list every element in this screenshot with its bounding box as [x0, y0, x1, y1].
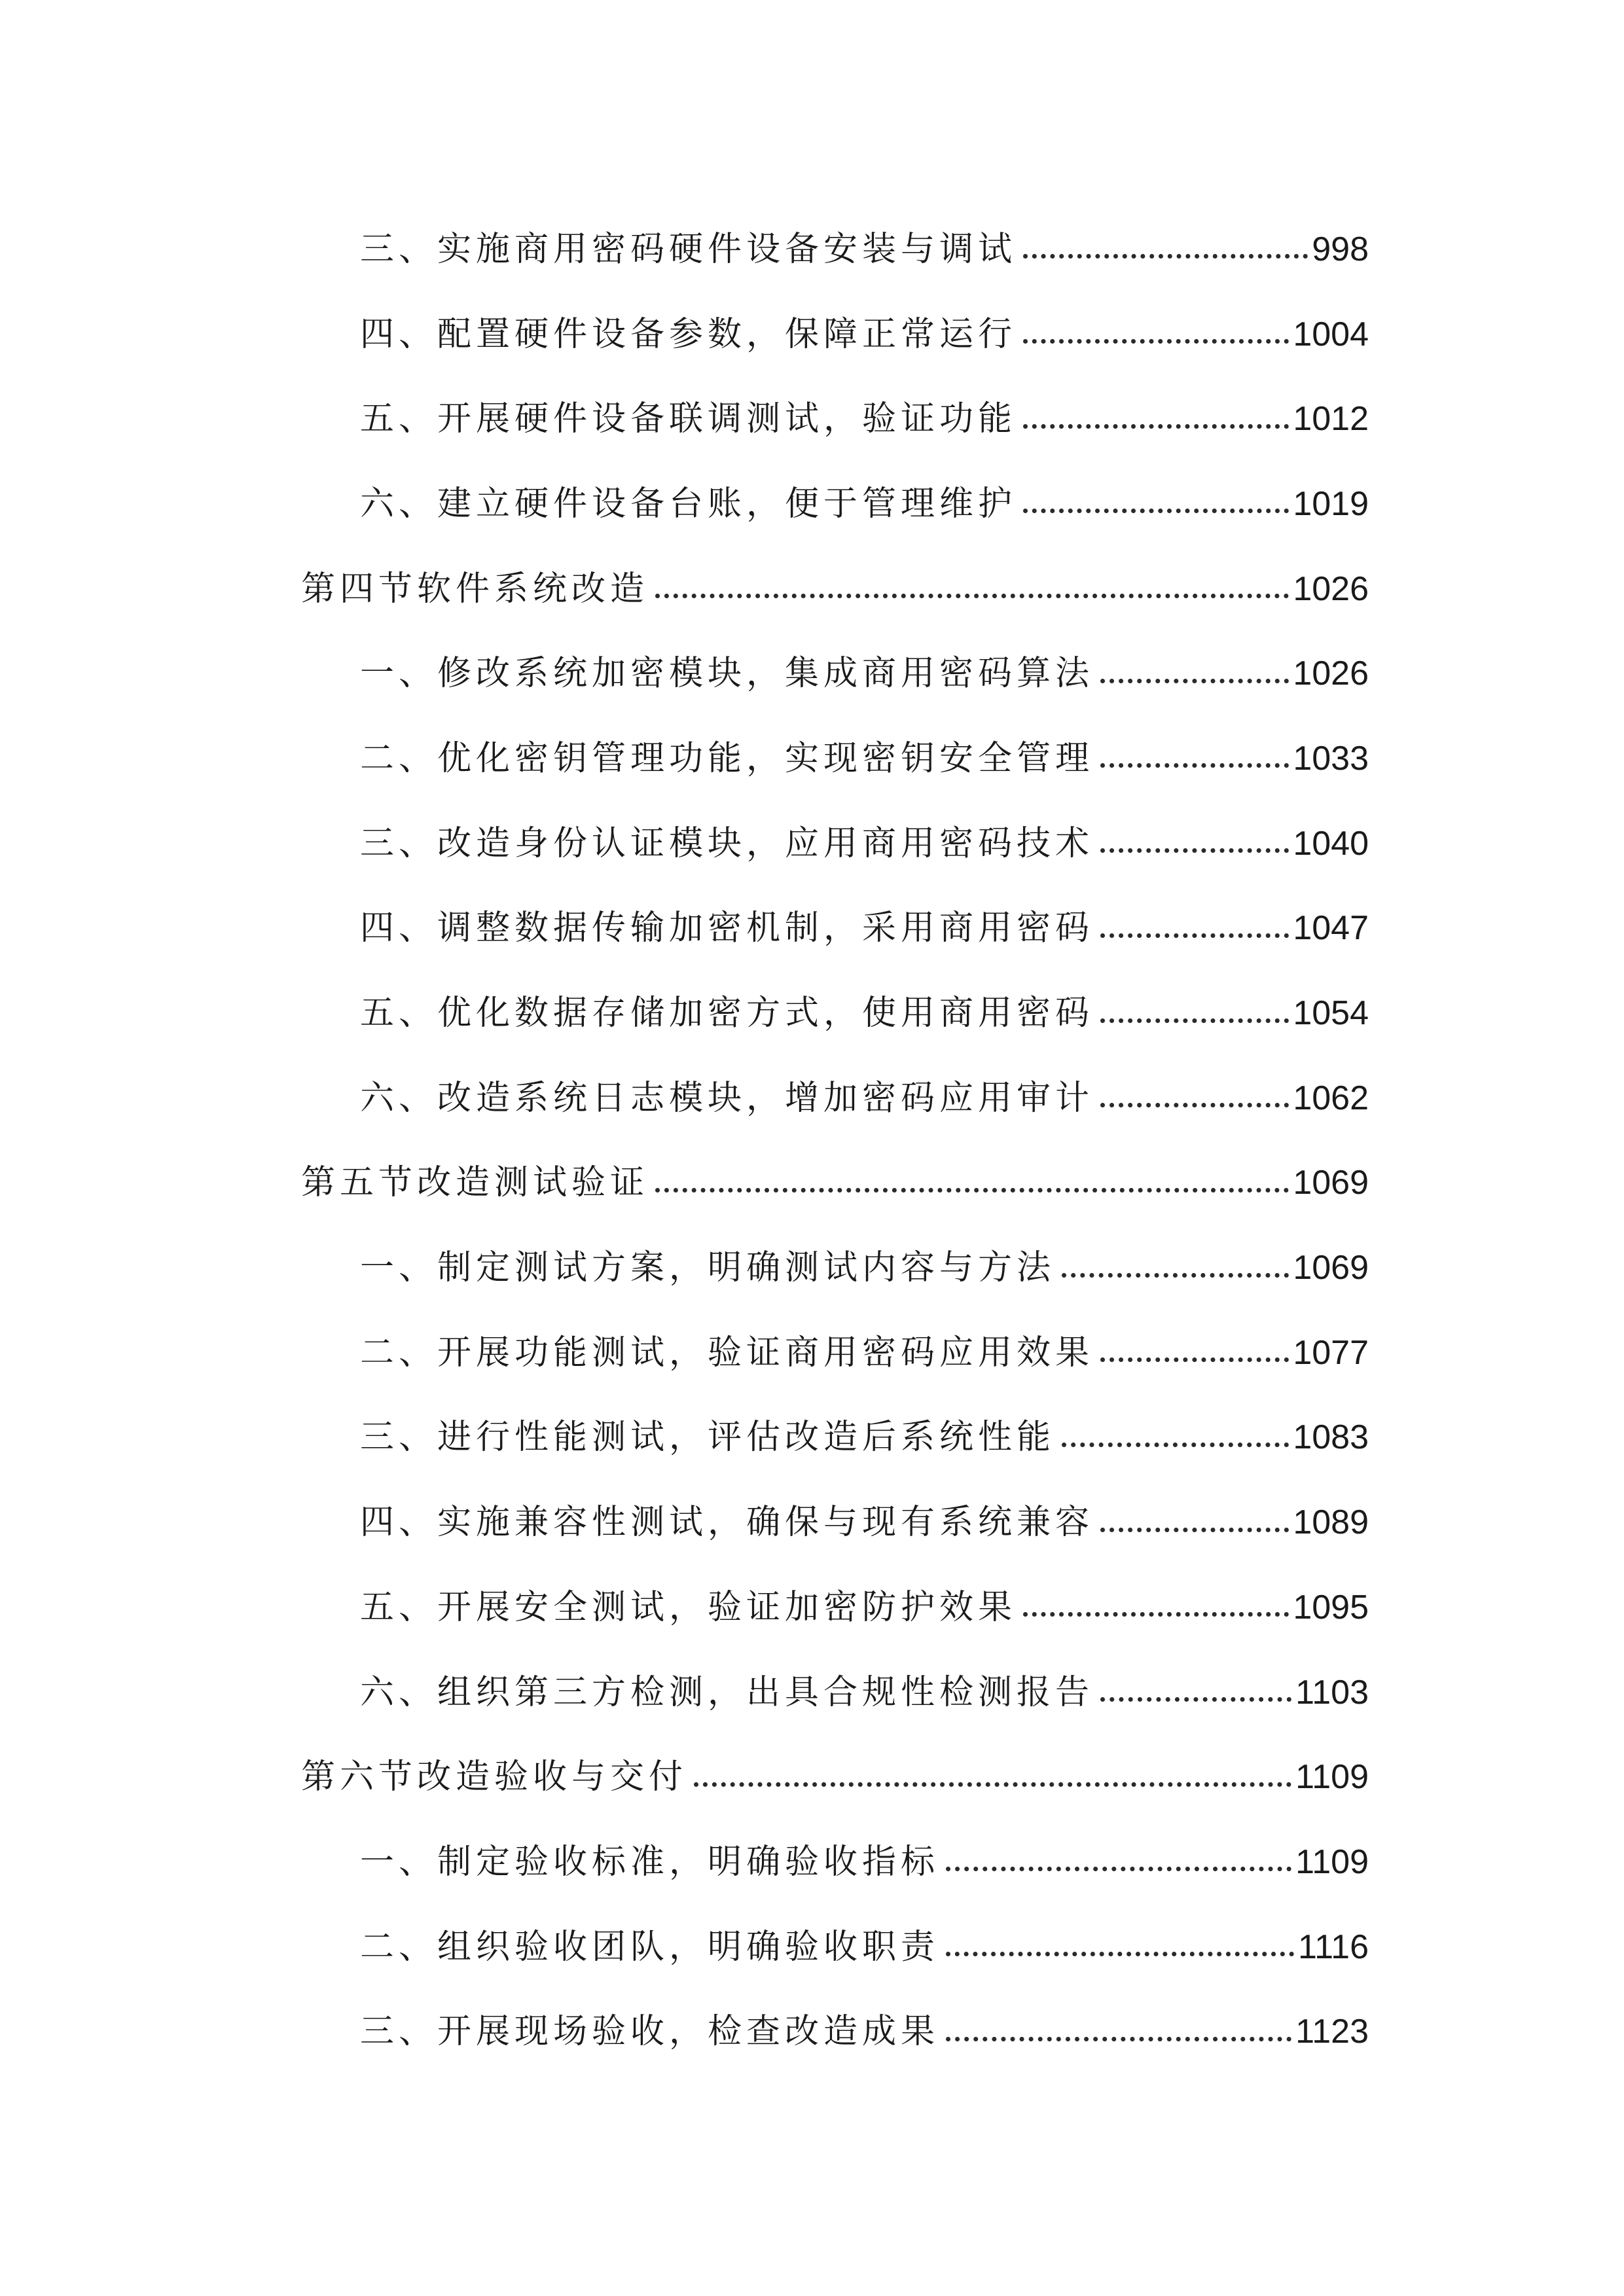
toc-dot-leader: [1100, 1697, 1291, 1702]
toc-entry-page: 1089: [1293, 1503, 1369, 1542]
toc-dot-leader: [694, 1782, 1291, 1787]
toc-dot-leader: [1100, 1528, 1289, 1532]
toc-dot-leader: [1023, 1612, 1289, 1617]
toc-entry-title: 五、优化数据存储加密方式，使用商用密码: [360, 994, 1094, 1033]
toc-entry-title: 五、开展安全测试，验证加密防护效果: [360, 1587, 1017, 1627]
toc-entry[interactable]: [0, 631, 1624, 716]
toc-dot-leader: [655, 1188, 1289, 1193]
toc-entry-page: 1069: [1293, 1164, 1369, 1202]
toc-entry[interactable]: [0, 1650, 1624, 1735]
toc-entry-title: 三、进行性能测试，评估改造后系统性能: [360, 1418, 1056, 1458]
table-of-contents: [0, 207, 1624, 2074]
toc-entry-page: 1109: [1295, 1758, 1369, 1797]
toc-entry-title: 第五节改造测试验证: [301, 1163, 649, 1203]
toc-entry-page: 1083: [1293, 1418, 1369, 1457]
toc-entry[interactable]: [0, 1820, 1624, 1905]
toc-entry-page: 1047: [1293, 909, 1369, 948]
toc-entry-title: 六、改造系统日志模块，增加密码应用审计: [360, 1078, 1094, 1118]
toc-entry-page: 1040: [1293, 824, 1369, 863]
toc-entry[interactable]: [0, 1480, 1624, 1565]
toc-entry[interactable]: [0, 1565, 1624, 1650]
toc-section-heading[interactable]: [0, 547, 1624, 632]
toc-dot-leader: [1023, 339, 1289, 344]
toc-dot-leader: [1100, 848, 1289, 853]
toc-entry[interactable]: [0, 801, 1624, 886]
toc-entry-page: 1033: [1293, 739, 1369, 778]
toc-entry-title: 一、修改系统加密模块，集成商用密码算法: [360, 654, 1094, 694]
toc-dot-leader: [1023, 509, 1289, 513]
toc-entry[interactable]: [0, 886, 1624, 971]
toc-entry[interactable]: [0, 292, 1624, 377]
toc-dot-leader: [1100, 1018, 1289, 1023]
toc-dot-leader: [1100, 933, 1289, 938]
toc-entry-title: 二、优化密钥管理功能，实现密钥安全管理: [360, 738, 1094, 778]
toc-entry[interactable]: [0, 207, 1624, 292]
toc-entry-title: 二、开展功能测试，验证商用密码应用效果: [360, 1333, 1094, 1372]
toc-dot-leader: [655, 594, 1289, 598]
toc-dot-leader: [946, 1867, 1291, 1871]
toc-dot-leader: [1100, 763, 1289, 768]
toc-entry-title: 四、实施兼容性测试，确保与现有系统兼容: [360, 1503, 1094, 1543]
toc-entry-title: 五、开展硬件设备联调测试，验证功能: [360, 399, 1017, 439]
toc-entry[interactable]: [0, 461, 1624, 547]
toc-dot-leader: [1023, 254, 1308, 259]
toc-entry-page: 1103: [1295, 1673, 1369, 1712]
toc-entry-page: 1026: [1293, 655, 1369, 693]
toc-entry-title: 四、调整数据传输加密机制，采用商用密码: [360, 908, 1094, 948]
toc-entry[interactable]: [0, 1310, 1624, 1395]
toc-entry-page: 998: [1312, 230, 1369, 268]
toc-entry-title: 六、建立硬件设备台账，便于管理维护: [360, 484, 1017, 524]
toc-entry-title: 二、组织验收团队，明确验收职责: [360, 1927, 940, 1967]
toc-entry-title: 第六节改造验收与交付: [301, 1757, 688, 1797]
toc-section-heading[interactable]: [0, 1141, 1624, 1226]
toc-entry-title: 三、改造身份认证模块，应用商用密码技术: [360, 823, 1094, 863]
toc-entry-page: 1019: [1293, 484, 1369, 523]
toc-entry[interactable]: [0, 1905, 1624, 1990]
toc-entry[interactable]: [0, 716, 1624, 801]
toc-entry[interactable]: [0, 971, 1624, 1056]
toc-entry[interactable]: [0, 1056, 1624, 1141]
toc-entry[interactable]: [0, 1989, 1624, 2074]
toc-section-heading[interactable]: [0, 1734, 1624, 1820]
toc-entry-page: 1026: [1293, 569, 1369, 608]
toc-entry-title: 三、开展现场验收，检查改造成果: [360, 2012, 940, 2052]
toc-entry-page: 1116: [1298, 1928, 1369, 1966]
toc-entry-page: 1012: [1293, 400, 1369, 439]
toc-entry[interactable]: [0, 1395, 1624, 1480]
toc-entry-page: 1077: [1293, 1333, 1369, 1372]
toc-dot-leader: [1100, 1357, 1289, 1362]
toc-entry[interactable]: [0, 376, 1624, 461]
toc-dot-leader: [1100, 1103, 1289, 1107]
toc-entry-title: 三、实施商用密码硬件设备安装与调试: [360, 229, 1017, 269]
toc-entry-title: 第四节软件系统改造: [301, 569, 649, 609]
toc-entry-title: 六、组织第三方检测，出具合规性检测报告: [360, 1672, 1094, 1712]
toc-dot-leader: [946, 1952, 1294, 1956]
toc-entry-page: 1062: [1293, 1079, 1369, 1117]
toc-entry-page: 1095: [1293, 1588, 1369, 1626]
toc-dot-leader: [1062, 1273, 1289, 1278]
toc-entry-title: 一、制定测试方案，明确测试内容与方法: [360, 1248, 1056, 1288]
toc-dot-leader: [946, 2037, 1291, 2041]
toc-entry-page: 1069: [1293, 1249, 1369, 1287]
toc-entry-page: 1109: [1295, 1842, 1369, 1881]
toc-entry[interactable]: [0, 1225, 1624, 1310]
toc-entry-page: 1123: [1295, 2013, 1369, 2051]
toc-dot-leader: [1023, 424, 1289, 429]
toc-dot-leader: [1100, 679, 1289, 683]
toc-entry-page: 1054: [1293, 994, 1369, 1033]
toc-entry-title: 一、制定验收标准，明确验收指标: [360, 1842, 940, 1882]
toc-dot-leader: [1062, 1443, 1289, 1447]
toc-entry-page: 1004: [1293, 315, 1369, 353]
toc-entry-title: 四、配置硬件设备参数，保障正常运行: [360, 314, 1017, 354]
